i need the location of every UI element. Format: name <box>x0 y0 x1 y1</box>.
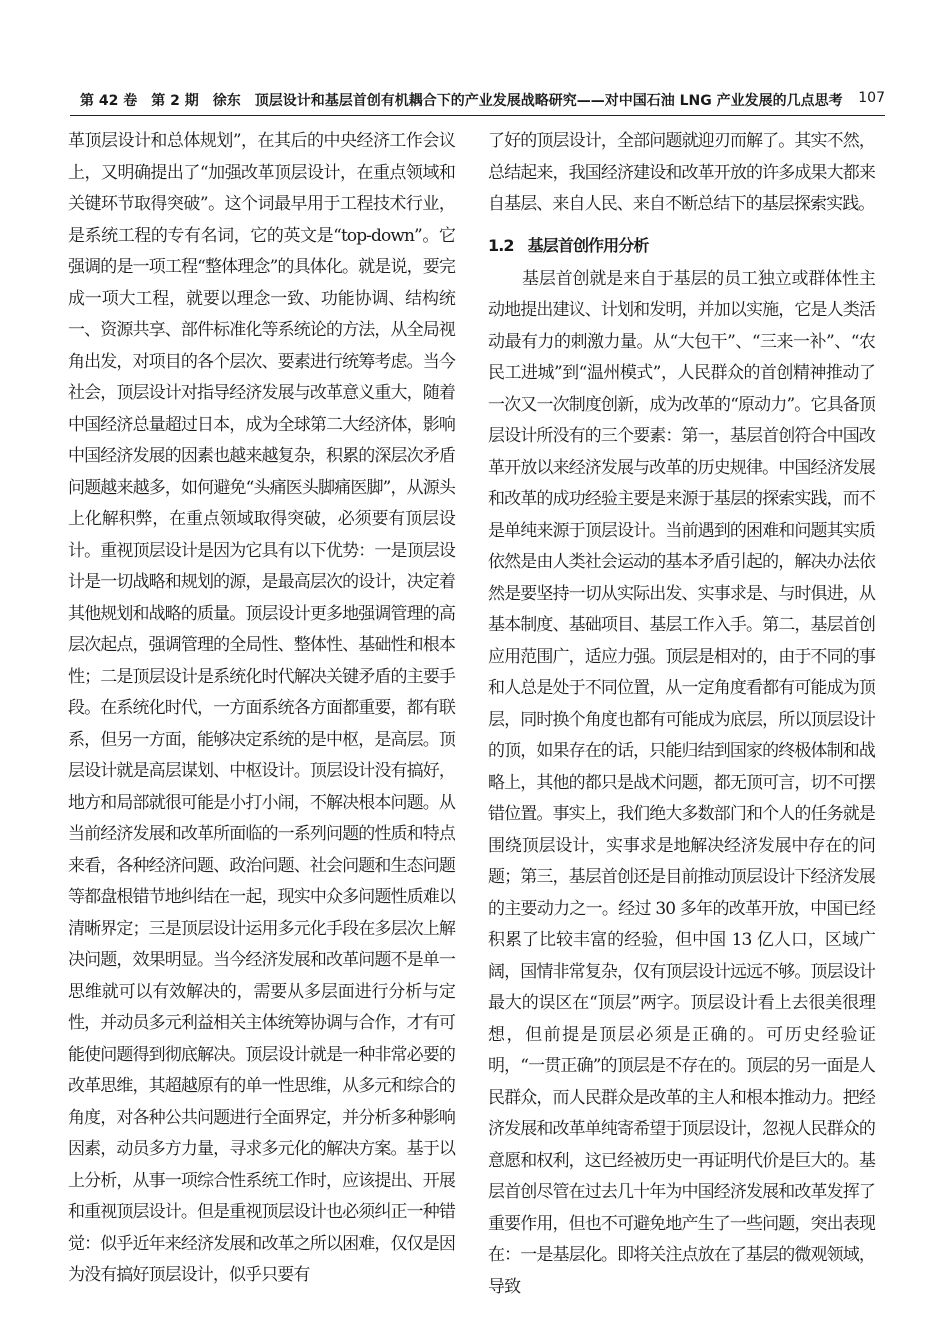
right-column-text <box>488 126 875 1303</box>
running-header <box>70 90 885 114</box>
right-paragraph-1: 了好的顶层设计，全部问题就迎刃而解了。其实不然，总结起来，我国经济建设和改革开放的许多成果大都来自基层、来自人民、来自不断总结下的基层探索实践。 <box>488 131 875 214</box>
section-number: 1.2 <box>488 235 514 255</box>
left-column-text <box>68 126 455 1292</box>
right-column <box>488 126 875 1303</box>
header-rule <box>70 115 885 116</box>
running-title: 第 42 卷 第 2 期 徐东 顶层设计和基层首创有机耦合下的产业发展战略研究——对中国石油 LNG 产业发展的几点思考 <box>80 93 843 109</box>
section-title: 基层首创作用分析 <box>527 235 649 255</box>
page-number: 107 <box>858 90 885 106</box>
section-heading <box>488 234 875 258</box>
right-paragraph-2: 基层首创就是来自于基层的员工独立或群体性主动地提出建议、计划和发明，并加以实施，它是人类活动最有力的刺激力量。从“大包干”、“三来一补”、“农民工进城”到“温州模式”，人民群众的首创精神推动了一次又一次制度创新，成为改革的“原动力”。它具备顶层设计所没有的三个要素：第一，基层首创符合中国改革开放以来经济发展与改革的历史规律。中国经济发展和改革的成功经验主要是来源于基层的探索实践，而不是单纯来源于顶层设计。当前遇到的困难和问题其实质依然是由人类社会运动的基本矛盾引起的，解决办法依然是要坚持一切从实际出发、实事求是、与时俱进，从基本制度、基础项目、基层工作入手。第二，基层首创应用范围广，适应力强。顶层是相对的，由于不同的事和人总是处于不同位置，从一定角度看都有可能成为顶层，同时换个角度也都有可能成为底层，所以顶层设计的顶，如果存在的话，只能归结到国家的终极体制和战略上，其他的都只是战术问题，都无顶可言，切不可摆错位置。事实上，我们绝大多数部门和个人的任务就是围绕顶层设计，实事求是地解决经济发展中存在的问题；第三，基层首创还是目前推动顶层设计下经济发展的主要动力之一。经过 30 多年的改革开放，中国已经积累了比较丰富的经验，但中国 13 亿人口，区域广阔，国情非常复杂，仅有顶层设计远远不够。顶层设计最大的误区在“顶层”两字。顶层设计看上去很美很理想，但前提是顶层必须是正确的。可历史经验证明，“一贯正确”的顶层是不存在的。顶层的另一面是人民群众，而人民群众是改革的主人和根本推动力。把经济发展和改革单纯寄希望于顶层设计，忽视人民群众的意愿和权利，这已经被历史一再证明代价是巨大的。基层首创尽管在过去几十年为中国经济发展和改革发挥了重要作用，但也不可避免地产生了一些问题，突出表现在：一是基层化。即将关注点放在了基层的微观领域，导致 <box>488 268 875 1297</box>
left-column <box>68 126 455 1292</box>
left-paragraph-1: 革顶层设计和总体规划”，在其后的中央经济工作会议上，又明确提出了“加强改革顶层设计，在重点领域和关键环节取得突破”。这个词最早用于工程技术行业，是系统工程的专有名词，它的英文是“top-down”。它强调的是一项工程“整体理念”的具体化。就是说，要完成一项大工程，就要以理念一致、功能协调、结构统一、资源共享、部件标准化等系统论的方法，从全局视角出发，对项目的各个层次、要素进行统筹考虑。当今社会，顶层设计对指导经济发展与改革意义重大，随着中国经济总量超过日本，成为全球第二大经济体，影响中国经济发展的因素也越来越复杂，积累的深层次矛盾问题越来越多，如何避免“头痛医头脚痛医脚”，从源头上化解积弊，在重点领域取得突破，必须要有顶层设计。重视顶层设计是因为它具有以下优势：一是顶层设计是一切战略和规划的源，是最高层次的设计，决定着其他规划和战略的质量。顶层设计更多地强调管理的高层次起点，强调管理的全局性、整体性、基础性和根本性；二是顶层设计是系统化时代解决关键矛盾的主要手段。在系统化时代，一方面系统各方面都重要，都有联系，但另一方面，能够决定系统的是中枢，是高层。顶层设计就是高层谋划、中枢设计。顶层设计没有搞好，地方和局部就很可能是小打小闹，不解决根本问题。从当前经济发展和改革所面临的一系列问题的性质和特点来看，各种经济问题、政治问题、社会问题和生态问题等都盘根错节地纠结在一起，现实中众多问题性质难以清晰界定；三是顶层设计运用多元化手段在多层次上解决问题，效果明显。当今经济发展和改革问题不是单一思维就可以有效解决的，需要从多层面进行分析与定性，并动员多元利益相关主体统筹协调与合作，才有可能使问题得到彻底解决。顶层设计就是一种非常必要的改革思维，其超越原有的单一性思维，从多元和综合的角度，对各种公共问题进行全面界定，并分析多种影响因素，动员多方力量，寻求多元化的解决方案。基于以上分析，从事一项综合性系统工作时，应该提出、开展和重视顶层设计。但是重视顶层设计也必须纠正一种错觉：似乎近年来经济发展和改革之所以困难，仅仅是因为没有搞好顶层设计，似乎只要有 <box>68 131 455 1285</box>
